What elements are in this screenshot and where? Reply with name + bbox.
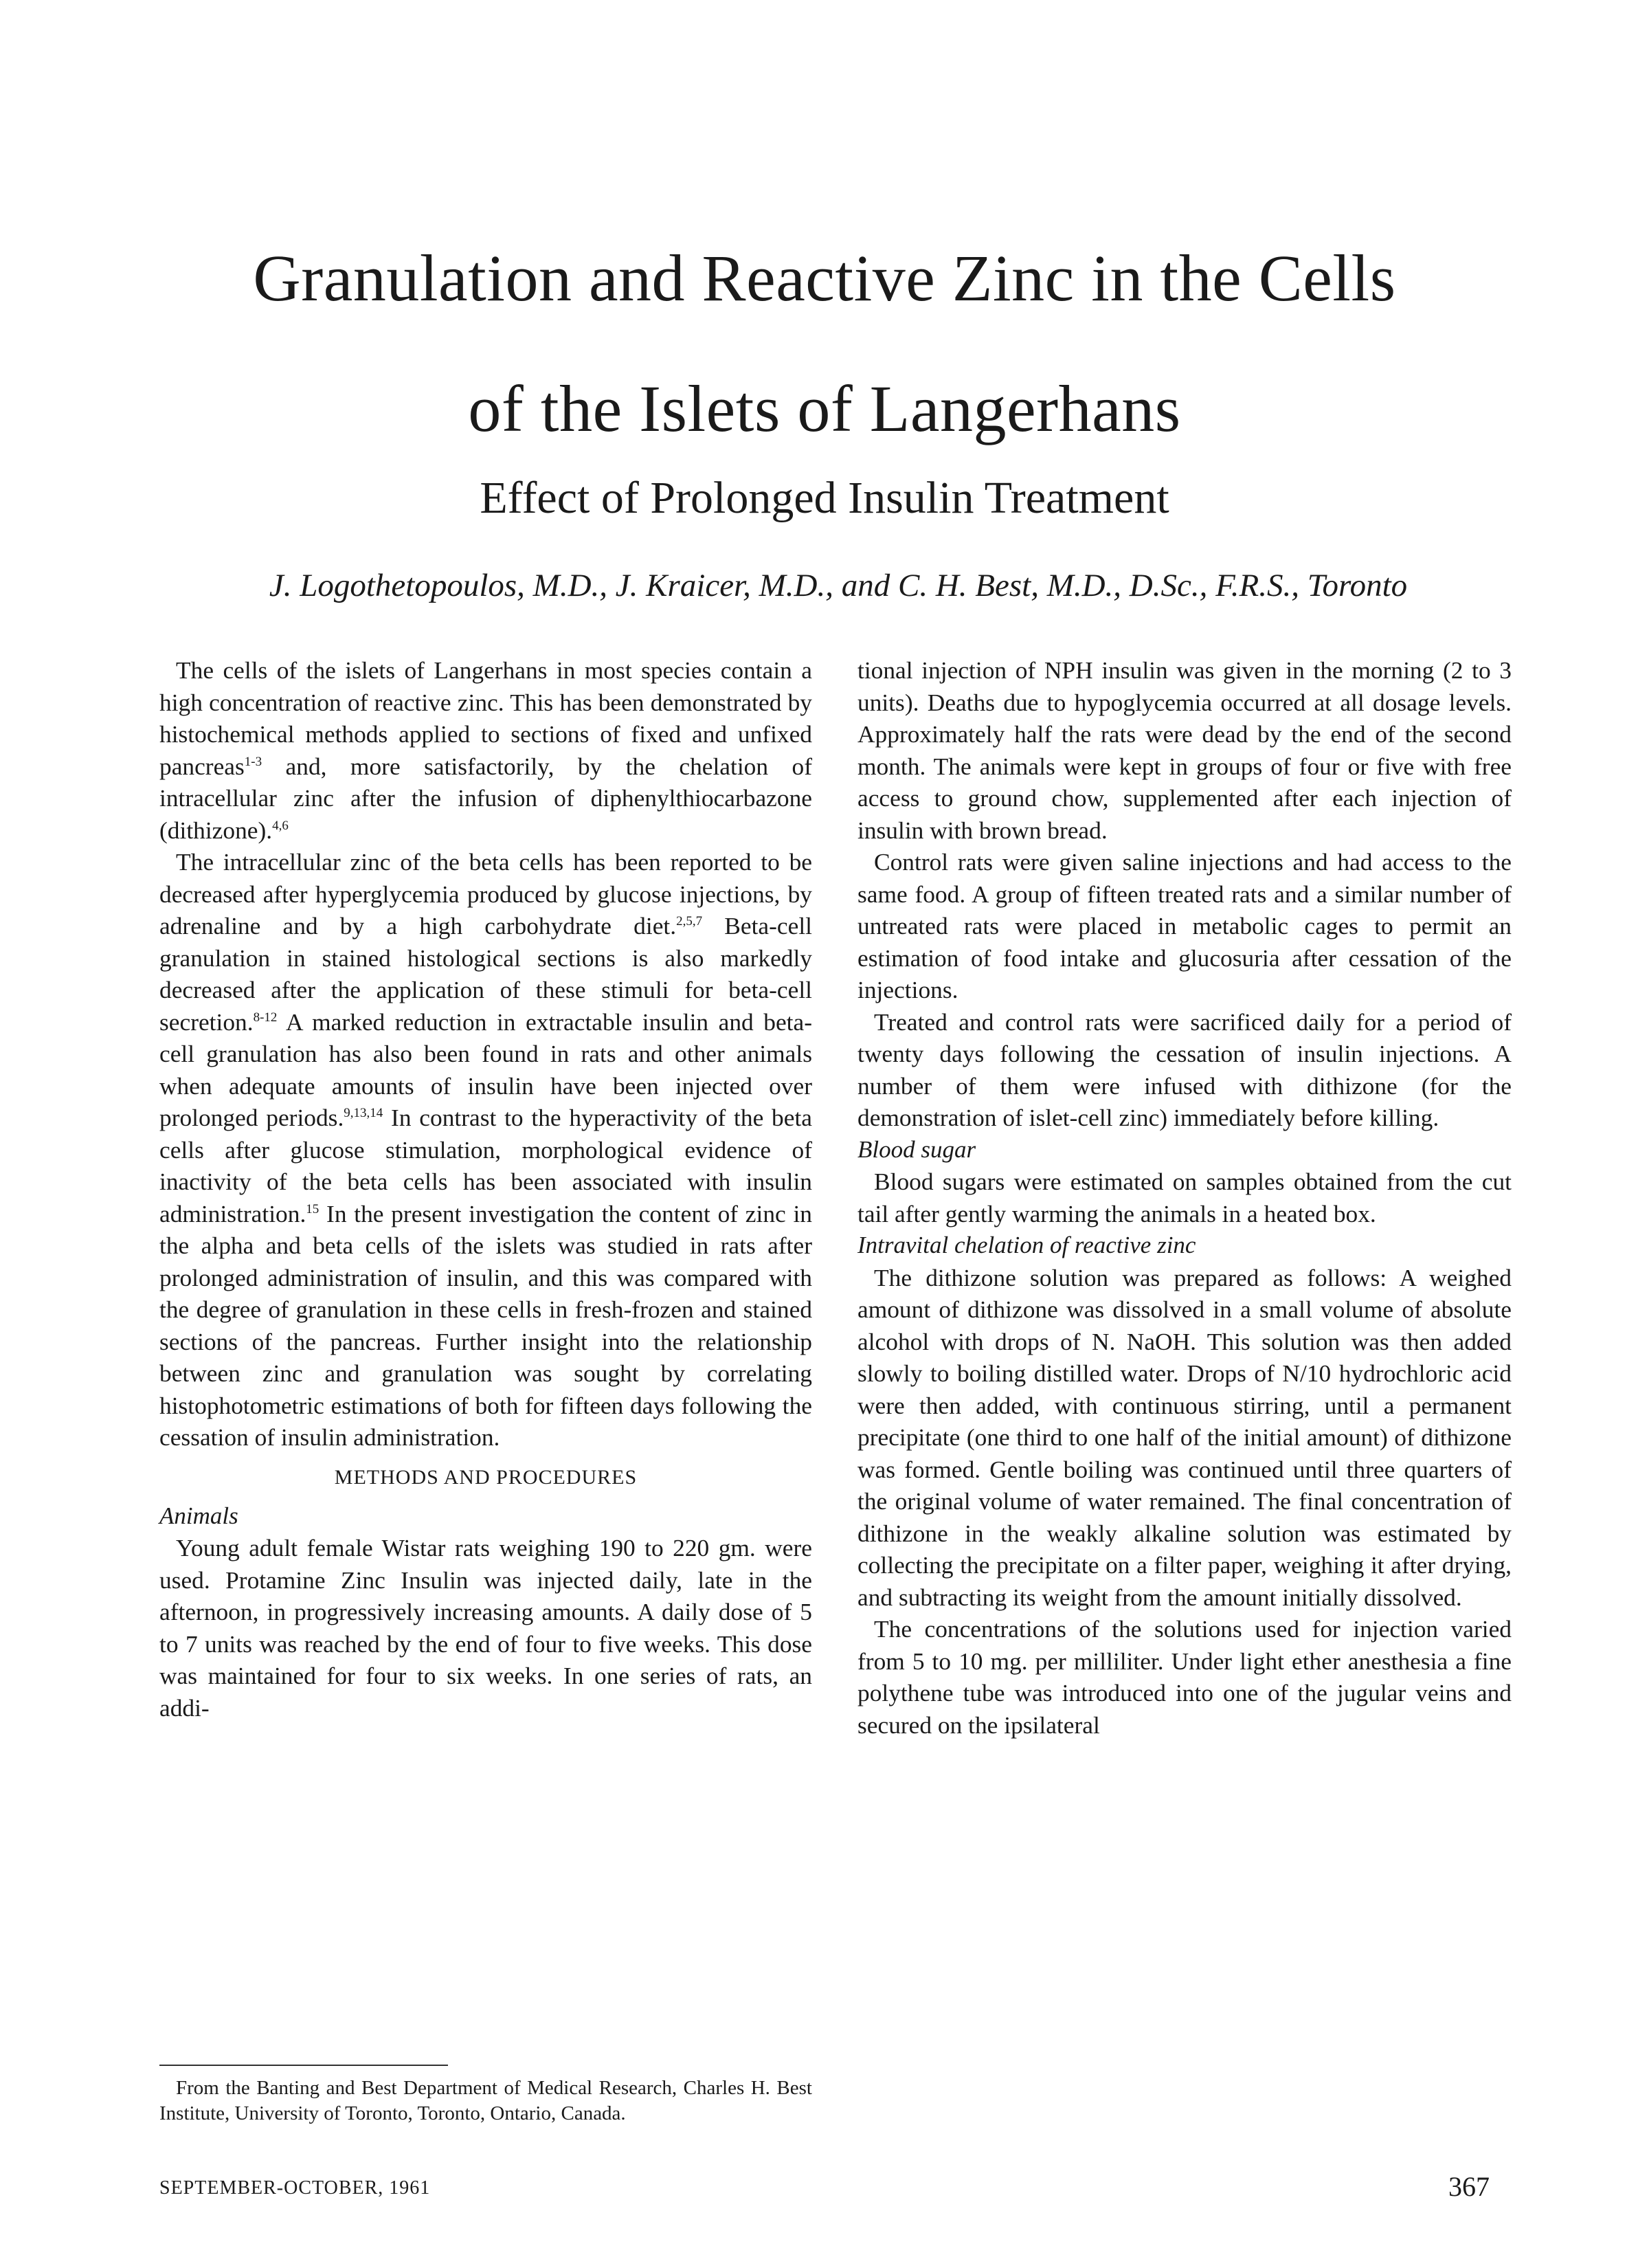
title-line-1: Granulation and Reactive Zinc in the Cells: [253, 241, 1396, 315]
left-column: [159, 654, 812, 1724]
text: In the present investigation the content of zinc in the alpha and beta cells of the islets was studied in rats after prolonged administration of insulin, and this was compared with the degree of granulation in these cells in fresh-frozen and stained sections of the pancreas. Further insight into the relationship between zinc and granulation was sought by correlating histophotometric estimations of both for fifteen days following the cessation of insulin administration.: [159, 1199, 812, 1451]
text: The cells of the islets of Langerhans in most species contain a high concentration of reactive zinc. This has been demonstrated by histochemical methods applied to sections of fixed and unfixed pancreas: [159, 656, 812, 780]
journal-date: SEPTEMBER-OCTOBER, 1961: [159, 2177, 431, 2199]
reference: 15: [306, 1201, 319, 1216]
reference: 4,6: [272, 818, 289, 833]
paragraph: Treated and control rats were sacrificed daily for a period of twenty days following the cessation of insulin injections. A number of them were infused with dithizone (for the demonstration of islet-cell zinc) immediately before killing.: [857, 1008, 1512, 1131]
paragraph: The dithizone solution was prepared as follows: A weighed amount of dithizone was dissolved in a small volume of absolute alcohol with drops of N. NaOH. This solution was then added slowly to boiling distilled water. Drops of N/10 hydrochloric acid were then added, with continuous stirring, until a permanent precipitate (one third to one half of the initial amount) of dithizone was formed. Gentle boiling was continued until three quarters of the original volume of water remained. The final concentration of dithizone in the weakly alkaline solution was estimated by collecting the precipitate on a filter paper, weighing it after drying, and subtracting its weight from the amount initially dissolved.: [857, 1263, 1512, 1611]
subtitle: Effect of Prolonged Insulin Treatment: [480, 473, 1169, 523]
paragraph: Control rats were given saline injections and had access to the same food. A group of fifteen treated rats and a similar number of untreated rats were placed in metabolic cages to permit an estimation of food intake and glucosuria after cessation of the injections.: [857, 848, 1512, 1003]
authors: J. Logothetopoulos, M.D., J. Kraicer, M.D., and C. H. Best, M.D., D.Sc., F.R.S., Toronto: [269, 568, 1408, 603]
subheading-chelation: Intravital chelation of reactive zinc: [857, 1232, 1196, 1258]
page-number: 367: [1448, 2171, 1490, 2202]
paragraph: [159, 654, 812, 846]
footnote: From the Banting and Best Department of Medical Research, Charles H. Best Institute, University of Toronto, Toronto, Ontario, Canada.: [159, 2077, 812, 2124]
section-heading: METHODS AND PROCEDURES: [334, 1465, 638, 1489]
subheading-blood-sugar: Blood sugar: [857, 1135, 976, 1163]
text: Beta-cell granulation in stained histological sections is also markedly decreased after the application of these stimuli for beta-cell secretion.: [159, 912, 812, 1036]
right-column: [857, 654, 1512, 1741]
text: The intracellular zinc of the beta cells has been reported to be decreased after hyperglycemia produced by glucose injections, by adrenaline and by a high carbohydrate diet.: [159, 848, 812, 940]
text: A marked reduction in extractable insulin and beta-cell granulation has also been found in rats and other animals when adequate amounts of insulin have been injected over prolonged periods.: [159, 1008, 812, 1131]
paragraph: Young adult female Wistar rats weighing 190 to 220 gm. were used. Protamine Zinc Insulin was injected daily, late in the afternoon, in progressively increasing amounts. A daily dose of 5 to 7 units was reached by the end of four to five weeks. This dose was maintained for four to six weeks. In one series of rats, an addi-: [159, 1534, 812, 1722]
text: In contrast to the hyperactivity of the beta cells after glucose stimulation, morphological evidence of inactivity of the beta cells has been associated with insulin administration.: [159, 1104, 812, 1227]
text: and, more satisfactorily, by the chelation of intracellular zinc after the infusion of diphenylthiocarbazone (dithizone).: [159, 752, 812, 844]
reference: 1-3: [244, 754, 262, 769]
paragraph: Blood sugars were estimated on samples obtained from the cut tail after gently warming the animals in a heated box.: [857, 1168, 1512, 1227]
title-line-2: of the Islets of Langerhans: [468, 372, 1181, 445]
paragraph: tional injection of NPH insulin was given in the morning (2 to 3 units). Deaths due to hypoglycemia occurred at all dosage levels. Approximately half the rats were dead by the end of the second month. The animals were kept in groups of four or five with free access to ground chow, supplemented after each injection of insulin with brown bread.: [857, 656, 1512, 844]
paragraph: [159, 846, 812, 1454]
reference: 2,5,7: [676, 914, 703, 929]
subheading-animals: Animals: [159, 1502, 238, 1529]
reference: 9,13,14: [344, 1106, 383, 1121]
reference: 8-12: [253, 1010, 278, 1025]
paragraph: The concentrations of the solutions used for injection varied from 5 to 10 mg. per milliliter. Under light ether anesthesia a fine polythene tube was introduced into one of the jugular veins and secured on the ipsilateral: [857, 1615, 1512, 1739]
footnote-rule: [159, 2065, 448, 2066]
